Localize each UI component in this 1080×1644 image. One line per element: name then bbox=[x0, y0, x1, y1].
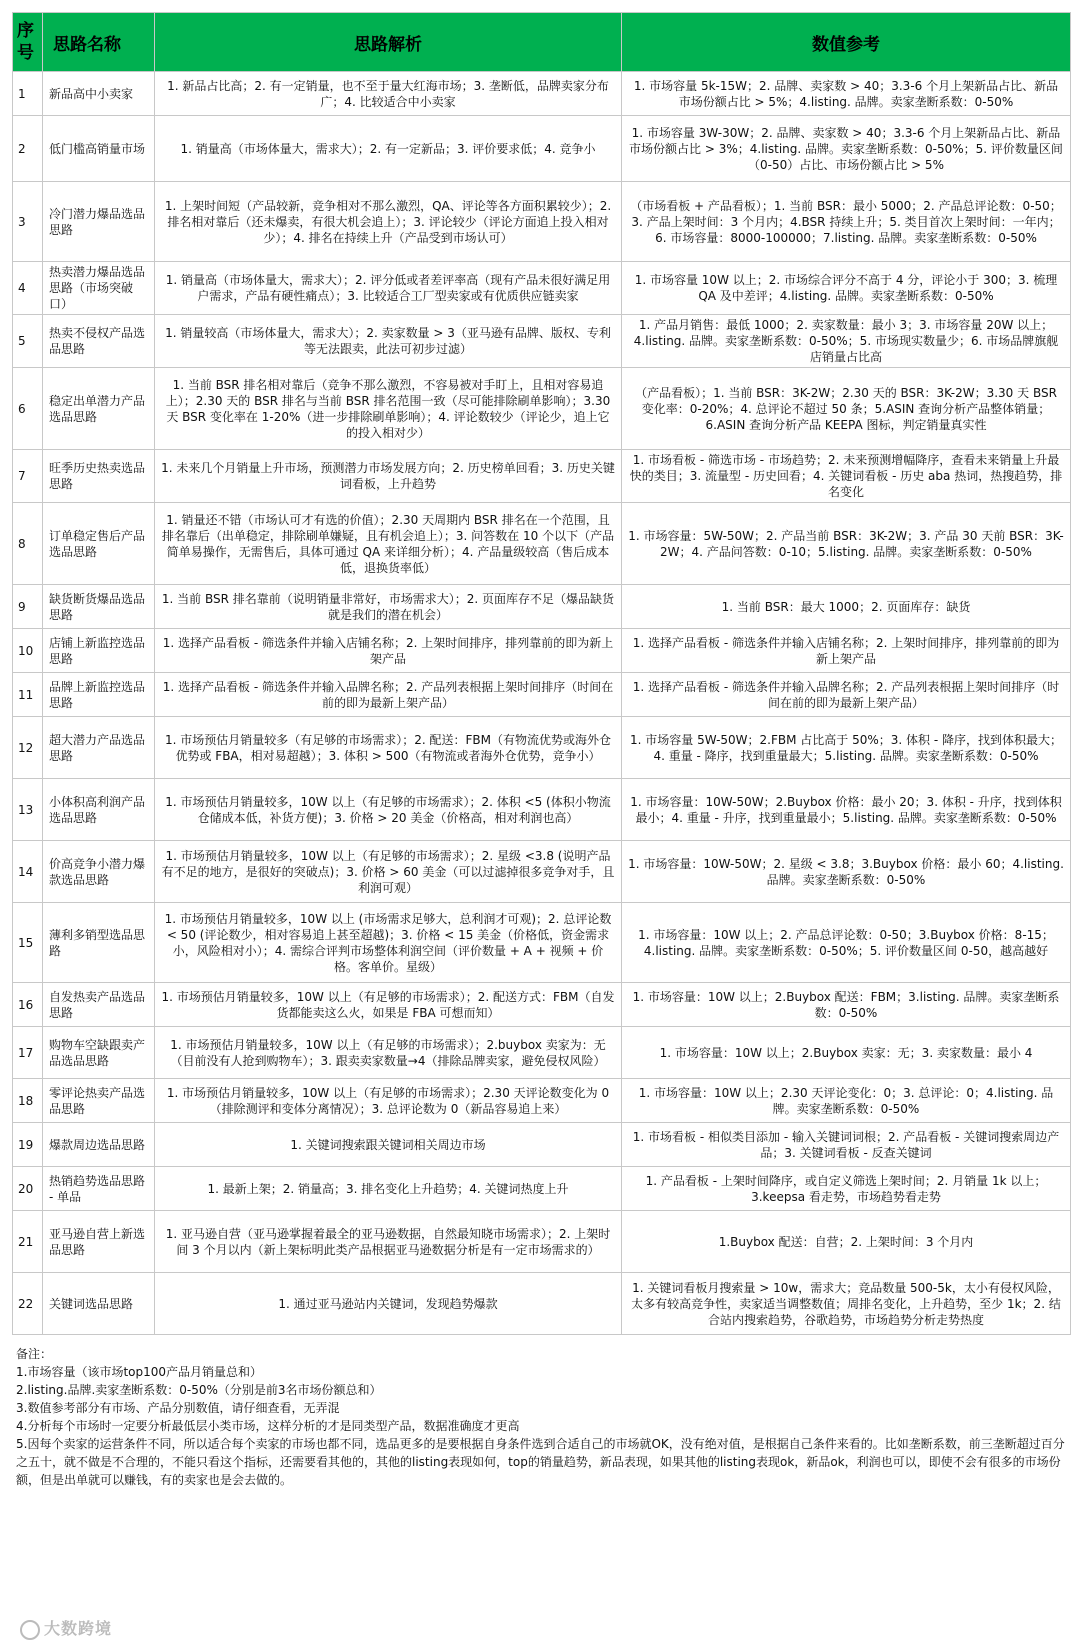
strategy-name: 热销趋势选品思路 - 单品 bbox=[43, 1167, 155, 1211]
value-reference: 1. 关键词看板月搜索量 > 10w，需求大；竞品数量 500-5k，太小有侵权风险，太多有较高竞争性，卖家适当调整数值；周排名变化，上升趋势，至少 1k；2. 结合站内搜索趋势，谷歌趋势，市场趋势分析走势热度 bbox=[622, 1273, 1071, 1335]
row-number: 9 bbox=[13, 585, 43, 629]
table-row bbox=[13, 1211, 1071, 1273]
value-reference: （产品看板）；1. 当前 BSR：3K-2W；2.30 天的 BSR：3K-2W；3.30 天 BSR 变化率：0-20%；4. 总评论不超过 50 条；5.ASIN 查询分析产品整体销量；6.ASIN 查询分析产品 KEEPA 图标，判定销量真实性 bbox=[622, 368, 1071, 450]
row-number: 15 bbox=[13, 903, 43, 983]
strategy-analysis: 1. 市场预估月销量较多，10W 以上（有足够的市场需求）；2. 体积 <5 (体积小物流仓储成本低，补货方便)；3. 价格 > 20 美金（价格高，相对利润也高） bbox=[155, 779, 622, 841]
row-number: 4 bbox=[13, 262, 43, 315]
value-reference: 1. 选择产品看板 - 筛选条件并输入店铺名称；2. 上架时间排序，排列靠前的即为新上架产品 bbox=[622, 629, 1071, 673]
note-line: 5.因每个卖家的运营条件不同，所以适合每个卖家的市场也都不同，选品更多的是要根据自身条件选到合适自己的市场就OK，没有绝对值，是根据自己条件来看的。比如垄断系数，前三垄断超过百分之五十，就不做是不合理的，不能只看这个指标，还需要看其他的，其他的listing表现如何，top的销量趋势，新品表现，如果其他的listing表现ok，新品ok，利润也可以，即使不会有很多的市场份额，但是出单就可以赚钱，有的卖家也是会去做的。 bbox=[16, 1437, 1065, 1487]
strategy-name: 超大潜力产品选品思路 bbox=[43, 717, 155, 779]
row-number: 17 bbox=[13, 1027, 43, 1079]
table-body bbox=[13, 72, 1071, 1335]
value-reference: 1. 产品看板 - 上架时间降序，或自定义筛选上架时间；2. 月销量 1k 以上；3.keepsa 看走势，市场趋势看走势 bbox=[622, 1167, 1071, 1211]
value-reference: 1. 产品月销售：最低 1000；2. 卖家数量：最小 3；3. 市场容量 20W 以上；4.listing. 品牌。卖家垄断系数：0-50%；5. 市场现实数量少；6. 市场品牌旗舰店销量占比高 bbox=[622, 315, 1071, 368]
strategy-analysis: 1. 选择产品看板 - 筛选条件并输入店铺名称；2. 上架时间排序，排列靠前的即为新上架产品 bbox=[155, 629, 622, 673]
strategy-name: 订单稳定售后产品选品思路 bbox=[43, 503, 155, 585]
value-reference: 1. 市场容量：10W 以上；2.Buybox 卖家：无；3. 卖家数量：最小 4 bbox=[622, 1027, 1071, 1079]
table-row bbox=[13, 450, 1071, 503]
sheet bbox=[12, 12, 1070, 1489]
notes-title: 备注： bbox=[16, 1347, 53, 1361]
table-row bbox=[13, 1027, 1071, 1079]
strategy-name: 店铺上新监控选品思路 bbox=[43, 629, 155, 673]
table-row bbox=[13, 368, 1071, 450]
strategy-name: 薄利多销型选品思路 bbox=[43, 903, 155, 983]
row-number: 22 bbox=[13, 1273, 43, 1335]
header-analysis: 思路解析 bbox=[155, 13, 622, 72]
value-reference: 1.Buybox 配送：自营；2. 上架时间：3 个月内 bbox=[622, 1211, 1071, 1273]
row-number: 19 bbox=[13, 1123, 43, 1167]
row-number: 1 bbox=[13, 72, 43, 116]
value-reference: 1. 市场容量：5W-50W；2. 产品当前 BSR：3K-2W；3. 产品 30 天前 BSR：3K-2W；4. 产品问答数：0-10；5.listing. 品牌。卖家垄断系数：0-50% bbox=[622, 503, 1071, 585]
strategy-analysis: 1. 当前 BSR 排名相对靠后（竞争不那么激烈，不容易被对手盯上，且相对容易追上）；2.30 天的 BSR 排名与当前 BSR 排名范围一致（尽可能排除刷单影响）；3.30 天 BSR 变化率在 1-20%（进一步排除刷单影响）；4. 评论数较少（评论少，追上它的投入相对少） bbox=[155, 368, 622, 450]
note-line: 1.市场容量（该市场top100产品月销量总和） bbox=[16, 1365, 263, 1379]
value-reference: 1. 市场容量 5k-15W；2. 品牌、卖家数 > 40；3.3-6 个月上架新品占比、新品市场份额占比 > 5%；4.listing. 品牌。卖家垄断系数：0-50% bbox=[622, 72, 1071, 116]
table-row bbox=[13, 182, 1071, 262]
table-row bbox=[13, 1079, 1071, 1123]
value-reference: 1. 市场容量 5W-50W；2.FBM 占比高于 50%；3. 体积 - 降序，找到体积最大；4. 重量 - 降序，找到重量最大；5.listing. 品牌。卖家垄断系数：0-50% bbox=[622, 717, 1071, 779]
value-reference: 1. 市场容量：10W-50W；2.Buybox 价格：最小 20；3. 体积 - 升序，找到体积最小；4. 重量 - 升序，找到重量最小；5.listing. 品牌。卖家垄断系数：0-50% bbox=[622, 779, 1071, 841]
table-row bbox=[13, 1123, 1071, 1167]
row-number: 20 bbox=[13, 1167, 43, 1211]
strategy-analysis: 1. 选择产品看板 - 筛选条件并输入品牌名称；2. 产品列表根据上架时间排序（时间在前的即为最新上架产品） bbox=[155, 673, 622, 717]
strategy-name: 低门槛高销量市场 bbox=[43, 116, 155, 182]
table-row bbox=[13, 983, 1071, 1027]
table-row bbox=[13, 72, 1071, 116]
value-reference: 1. 选择产品看板 - 筛选条件并输入品牌名称；2. 产品列表根据上架时间排序（时间在前的即为最新上架产品） bbox=[622, 673, 1071, 717]
strategy-name: 关键词选品思路 bbox=[43, 1273, 155, 1335]
value-reference: 1. 市场容量 10W 以上；2. 市场综合评分不高于 4 分，评论小于 300；3. 梳理 QA 及中差评；4.listing. 品牌。卖家垄断系数：0-50% bbox=[622, 262, 1071, 315]
note-line: 2.listing.品牌.卖家垄断系数：0-50%（分别是前3名市场份额总和） bbox=[16, 1383, 382, 1397]
strategy-analysis: 1. 市场预估月销量较多，10W 以上（有足够的市场需求）；2. 配送方式：FBM（自发货都能卖这么火，如果是 FBA 可想而知） bbox=[155, 983, 622, 1027]
strategy-name: 亚马逊自营上新选品思路 bbox=[43, 1211, 155, 1273]
value-reference: （市场看板 + 产品看板）；1. 当前 BSR：最小 5000；2. 产品总评论数：0-50；3. 产品上架时间：3 个月内；4.BSR 持续上升；5. 类目首次上架时间：一年内；6. 市场容量：8000-100000；7.listing. 品牌。卖家垄断系数：0-50% bbox=[622, 182, 1071, 262]
row-number: 3 bbox=[13, 182, 43, 262]
strategy-name: 零评论热卖产品选品思路 bbox=[43, 1079, 155, 1123]
strategy-analysis: 1. 销量高（市场体量大，需求大）；2. 评分低或者差评率高（现有产品未很好满足用户需求，产品有硬性痛点）；3. 比较适合工厂型卖家或有优质供应链卖家 bbox=[155, 262, 622, 315]
value-reference: 1. 市场容量：10W 以上；2.30 天评论变化：0；3. 总评论：0；4.listing. 品牌。卖家垄断系数：0-50% bbox=[622, 1079, 1071, 1123]
value-reference: 1. 市场容量：10W 以上；2.Buybox 配送：FBM；3.listing. 品牌。卖家垄断系数：0-50% bbox=[622, 983, 1071, 1027]
table-row bbox=[13, 841, 1071, 903]
strategy-name: 稳定出单潜力产品选品思路 bbox=[43, 368, 155, 450]
row-number: 6 bbox=[13, 368, 43, 450]
strategy-name: 价高竞争小潜力爆款选品思路 bbox=[43, 841, 155, 903]
strategy-analysis: 1. 未来几个月销量上升市场，预测潜力市场发展方向；2. 历史榜单回看；3. 历史关键词看板，上升趋势 bbox=[155, 450, 622, 503]
table-row bbox=[13, 629, 1071, 673]
row-number: 10 bbox=[13, 629, 43, 673]
row-number: 13 bbox=[13, 779, 43, 841]
strategy-analysis: 1. 销量还不错（市场认可才有选的价值）；2.30 天周期内 BSR 排名在一个范围，且排名靠后（出单稳定，排除刷单嫌疑，且有机会追上）；3. 问答数在 10 个以下（产品简单易操作，无需售后，具体可通过 QA 来详细分析）；4. 产品量级较高（售后成本低，退换货率低） bbox=[155, 503, 622, 585]
strategy-name: 小体积高利润产品选品思路 bbox=[43, 779, 155, 841]
row-number: 5 bbox=[13, 315, 43, 368]
table-row bbox=[13, 116, 1071, 182]
strategy-analysis: 1. 亚马逊自营（亚马逊掌握着最全的亚马逊数据，自然最知晓市场需求）；2. 上架时间 3 个月以内（新上架标明此类产品根据亚马逊数据分析是有一定市场需求的） bbox=[155, 1211, 622, 1273]
table-row bbox=[13, 779, 1071, 841]
row-number: 16 bbox=[13, 983, 43, 1027]
strategy-analysis: 1. 当前 BSR 排名靠前（说明销量非常好，市场需求大）；2. 页面库存不足（爆品缺货就是我们的潜在机会） bbox=[155, 585, 622, 629]
row-number: 11 bbox=[13, 673, 43, 717]
strategy-name: 自发热卖产品选品思路 bbox=[43, 983, 155, 1027]
strategy-analysis: 1. 市场预估月销量较多（有足够的市场需求）；2. 配送：FBM（有物流优势或海外仓优势或 FBA，相对易超越）；3. 体积 > 500（有物流或者海外仓优势，竞争小） bbox=[155, 717, 622, 779]
note-line: 3.数值参考部分有市场、产品分别数值，请仔细查看，无弄混 bbox=[16, 1401, 340, 1415]
table-row bbox=[13, 1167, 1071, 1211]
strategy-analysis: 1. 销量较高（市场体量大，需求大）；2. 卖家数量 > 3（亚马逊有品牌、版权、专利等无法跟卖，此法可初步过滤） bbox=[155, 315, 622, 368]
strategy-name: 新品高中小卖家 bbox=[43, 72, 155, 116]
strategy-name: 热卖不侵权产品选品思路 bbox=[43, 315, 155, 368]
strategy-analysis: 1. 市场预估月销量较多，10W 以上 (市场需求足够大，总利润才可观)；2. 总评论数 < 50 (评论数少，相对容易追上甚至超越)；3. 价格 < 15 美金（价格低，资金需求小，风险相对小）；4. 需综合评判市场整体利润空间（评价数量 + A + 视频 + 价格。客单价。星级） bbox=[155, 903, 622, 983]
strategy-analysis: 1. 新品占比高；2. 有一定销量，也不至于量大红海市场；3. 垄断低，品牌卖家分布广；4. 比较适合中小卖家 bbox=[155, 72, 622, 116]
strategy-analysis: 1. 通过亚马逊站内关键词，发现趋势爆款 bbox=[155, 1273, 622, 1335]
table-row bbox=[13, 673, 1071, 717]
row-number: 7 bbox=[13, 450, 43, 503]
row-number: 18 bbox=[13, 1079, 43, 1123]
strategy-name: 热卖潜力爆品选品思路（市场突破口） bbox=[43, 262, 155, 315]
strategy-name: 冷门潜力爆品选品思路 bbox=[43, 182, 155, 262]
value-reference: 1. 当前 BSR：最大 1000；2. 页面库存：缺货 bbox=[622, 585, 1071, 629]
row-number: 14 bbox=[13, 841, 43, 903]
strategy-name: 缺货断货爆品选品思路 bbox=[43, 585, 155, 629]
strategy-analysis: 1. 最新上架；2. 销量高；3. 排名变化上升趋势；4. 关键词热度上升 bbox=[155, 1167, 622, 1211]
table-row bbox=[13, 585, 1071, 629]
strategy-analysis: 1. 市场预估月销量较多，10W 以上（有足够的市场需求）；2.buybox 卖家为：无（目前没有人抢到购物车）；3. 跟卖卖家数量→4（排除品牌卖家，避免侵权风险） bbox=[155, 1027, 622, 1079]
strategy-analysis: 1. 市场预估月销量较多，10W 以上（有足够的市场需求）；2. 星级 <3.8 (说明产品有不足的地方，是很好的突破点)；3. 价格 > 60 美金（可以过滤掉很多竞争对手，且利润可观） bbox=[155, 841, 622, 903]
header-name: 思路名称 bbox=[43, 13, 155, 72]
header-reference: 数值参考 bbox=[622, 13, 1071, 72]
table-row bbox=[13, 717, 1071, 779]
watermark bbox=[20, 1616, 112, 1640]
table-row bbox=[13, 262, 1071, 315]
strategy-name: 品牌上新监控选品思路 bbox=[43, 673, 155, 717]
strategy-analysis: 1. 销量高（市场体量大，需求大）；2. 有一定新品；3. 评价要求低；4. 竞争小 bbox=[155, 116, 622, 182]
row-number: 8 bbox=[13, 503, 43, 585]
table-row bbox=[13, 903, 1071, 983]
row-number: 2 bbox=[13, 116, 43, 182]
strategy-table bbox=[12, 12, 1071, 1335]
note-line: 4.分析每个市场时一定要分析最低层小类市场，这样分析的才是同类型产品，数据准确度才更高 bbox=[16, 1419, 520, 1433]
row-number: 21 bbox=[13, 1211, 43, 1273]
strategy-name: 购物车空缺跟卖产品选品思路 bbox=[43, 1027, 155, 1079]
strategy-name: 旺季历史热卖选品思路 bbox=[43, 450, 155, 503]
strategy-name: 爆款周边选品思路 bbox=[43, 1123, 155, 1167]
table-row bbox=[13, 503, 1071, 585]
strategy-analysis: 1. 上架时间短（产品较新，竞争相对不那么激烈，QA、评论等各方面积累较少）；2. 排名相对靠后（还未爆卖，有很大机会追上）；3. 评论较少（评论方面追上投入相对少）；4. 排名在持续上升（产品受到市场认可） bbox=[155, 182, 622, 262]
watermark-text: 大数跨境 bbox=[44, 1619, 113, 1638]
notes bbox=[12, 1345, 1070, 1489]
row-number: 12 bbox=[13, 717, 43, 779]
table-row bbox=[13, 315, 1071, 368]
value-reference: 1. 市场看板 - 相似类目添加 - 输入关键词词根；2. 产品看板 - 关键词搜索周边产品；3. 关键词看板 - 反查关键词 bbox=[622, 1123, 1071, 1167]
value-reference: 1. 市场容量 3W-30W；2. 品牌、卖家数 > 40；3.3-6 个月上架新品占比、新品市场份额占比 > 3%；4.listing. 品牌。卖家垄断系数：0-50%；5. 评价数量区间（0-50）占比、市场份额占比 > 5% bbox=[622, 116, 1071, 182]
header-num: 序号 bbox=[13, 13, 43, 72]
strategy-analysis: 1. 关键词搜索跟关键词相关周边市场 bbox=[155, 1123, 622, 1167]
table-header-row bbox=[13, 13, 1071, 72]
logo-icon bbox=[20, 1620, 40, 1640]
value-reference: 1. 市场看板 - 筛选市场 - 市场趋势；2. 未来预测增幅降序，查看未来销量上升最快的类目；3. 流量型 - 历史回看；4. 关键词看板 - 历史 aba 热词，热搜趋势，排名变化 bbox=[622, 450, 1071, 503]
value-reference: 1. 市场容量：10W 以上；2. 产品总评论数：0-50；3.Buybox 价格：8-15；4.listing. 品牌。卖家垄断系数：0-50%；5. 评价数量区间 0-50，越高越好 bbox=[622, 903, 1071, 983]
value-reference: 1. 市场容量：10W-50W；2. 星级 < 3.8；3.Buybox 价格：最小 60；4.listing. 品牌。卖家垄断系数：0-50% bbox=[622, 841, 1071, 903]
table-row bbox=[13, 1273, 1071, 1335]
strategy-analysis: 1. 市场预估月销量较多，10W 以上（有足够的市场需求）；2.30 天评论数变化为 0（排除测评和变体分离情况）；3. 总评论数为 0（新品容易追上来） bbox=[155, 1079, 622, 1123]
